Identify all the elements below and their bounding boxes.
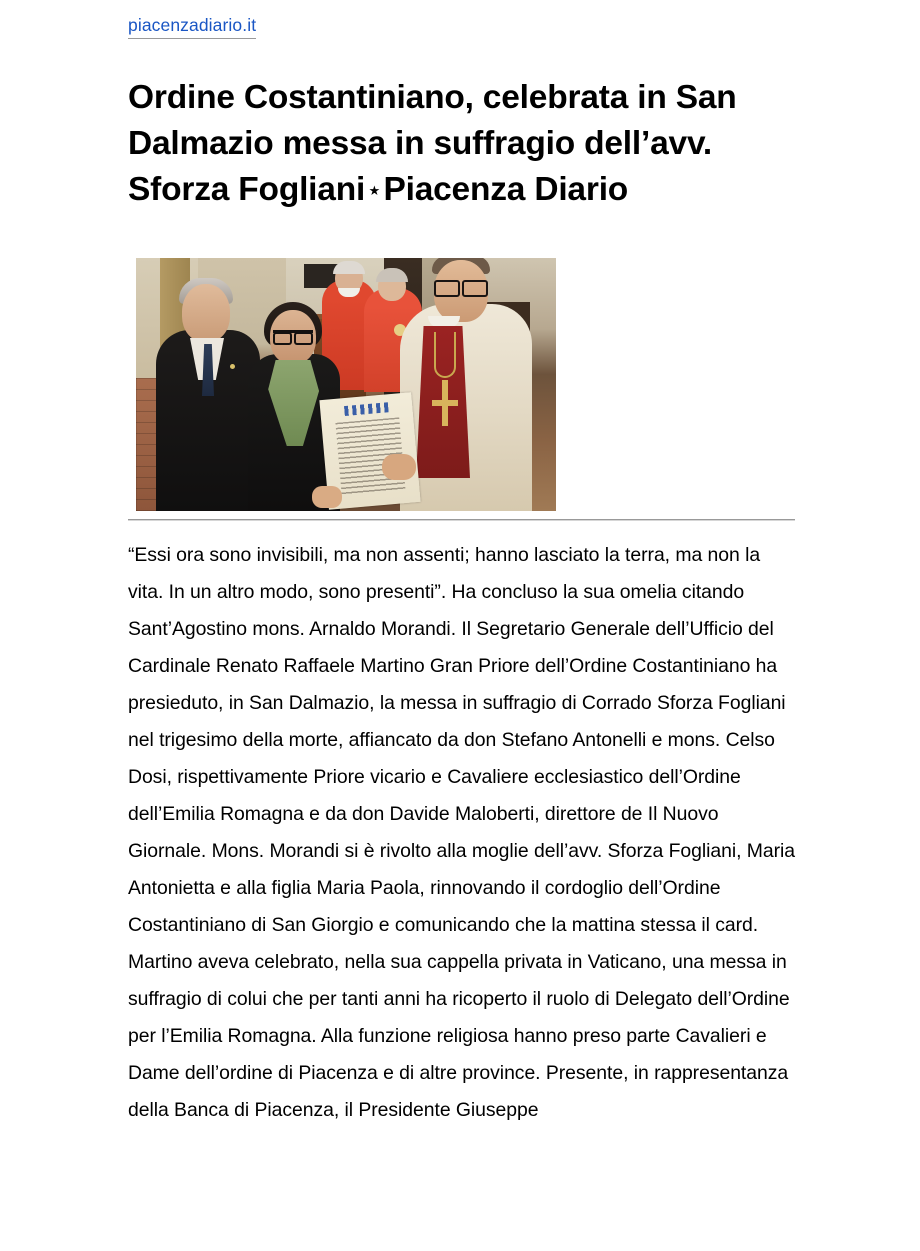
content-divider	[128, 519, 795, 521]
source-site-link[interactable]: piacenzadiario.it	[128, 17, 256, 39]
photo-scroll-emblem	[344, 402, 389, 416]
photo-scene	[136, 258, 556, 511]
photo-knight1-collar	[338, 288, 360, 297]
article-photo	[136, 258, 556, 511]
photo-woman-green-scarf	[262, 360, 324, 446]
source-link-container	[128, 0, 795, 39]
photo-man-in-suit	[156, 330, 260, 511]
photo-man-lapel-pin	[230, 364, 235, 369]
photo-priest-glasses	[434, 280, 488, 293]
photo-priest-cross-emblem	[432, 380, 458, 426]
photo-knight1-hair	[333, 261, 365, 274]
headline-text-site: Piacenza Diario	[383, 170, 629, 208]
article-content	[128, 0, 795, 214]
page-title	[128, 39, 778, 214]
headline-text-main: Ordine Costantiniano, celebrata in San Dalmazio messa in suffragio dell’avv. Sforza Fogliani	[128, 78, 737, 208]
photo-priest	[400, 304, 532, 511]
article-body: “Essi ora sono invisibili, ma non assenti; hanno lasciato la terra, ma non la vita. In un altro modo, sono presenti”. Ha concluso la sua omelia citando Sant’Agostino mons. Arnaldo Morandi. Il Segretario Generale dell’Ufficio del Cardinale Renato Raffaele Martino Gran Priore dell’Ordine Costantiniano ha presieduto, in San Dalmazio, la messa in suffragio di Corrado Sforza Fogliani nel trigesimo della morte, affiancato da don Stefano Antonelli e mons. Celso Dosi, rispettivamente Priore vicario e Cavaliere ecclesiastico dell’Ordine dell’Emilia Romagna e da don Davide Maloberti, direttore de Il Nuovo Giornale. Mons. Morandi si è rivolto alla moglie dell’avv. Sforza Fogliani, Maria Antonietta e alla figlia Maria Paola, rinnovando il cordoglio dell’Ordine Costantiniano di San Giorgio e comunicando che la mattina stessa il card. Martino aveva celebrato, nella sua cappella privata in Vaticano, una messa in suffragio di colui che per tanti anni ha ricoperto il ruolo di Delegato dell’Ordine per l’Emilia Romagna. Alla funzione religiosa hanno preso parte Cavalieri e Dame dell’ordine di Piacenza e di altre province. Presente, in rappresentanza della Banca di Piacenza, il Presidente Giuseppe	[128, 544, 796, 1121]
star-icon: ⋆	[368, 179, 381, 202]
photo-priest-chain	[434, 332, 456, 378]
photo-woman-glasses	[273, 330, 313, 339]
photo-priest-hand	[382, 454, 416, 480]
photo-man-head	[182, 284, 230, 342]
photo-woman-hand	[312, 486, 342, 508]
